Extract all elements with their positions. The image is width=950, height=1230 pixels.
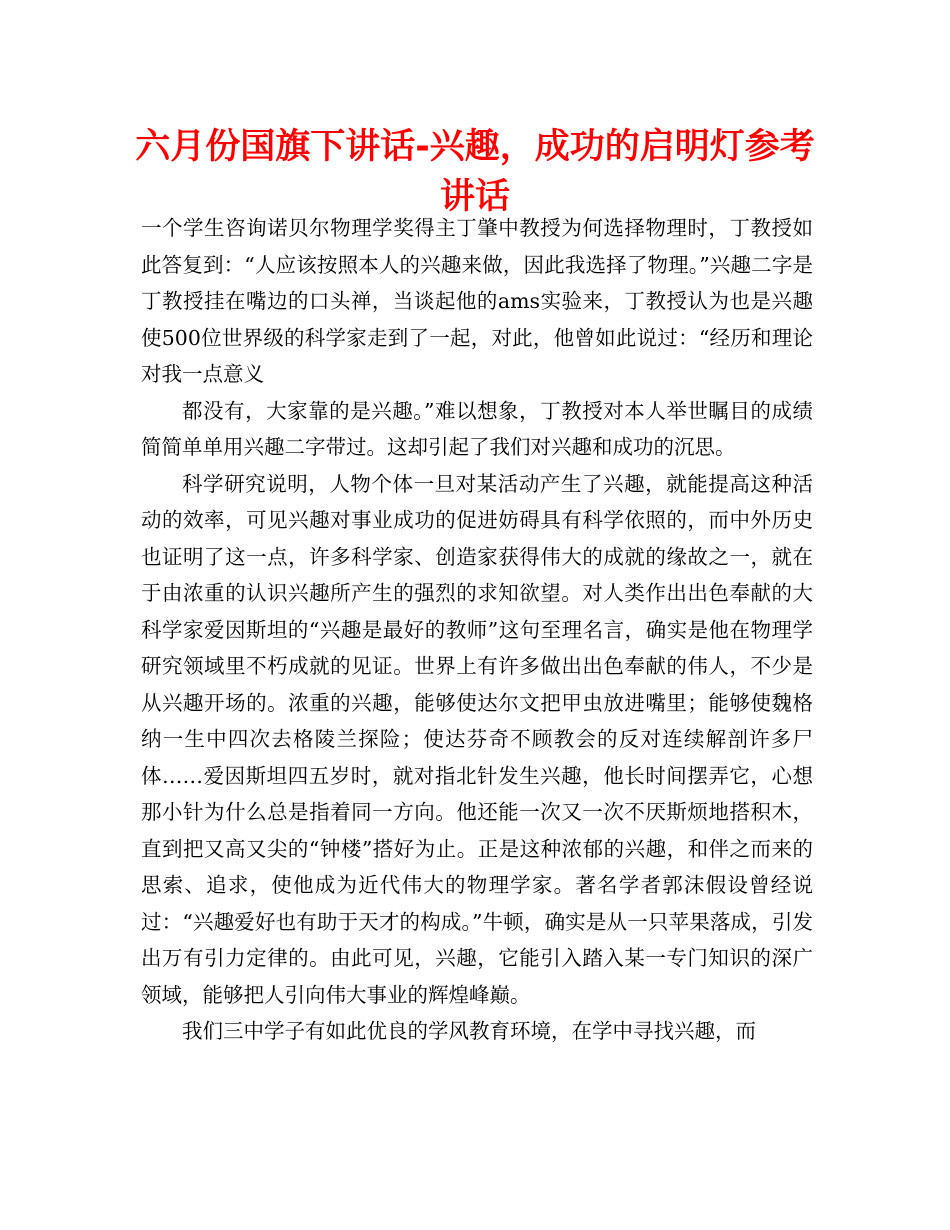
paragraph-4: 我们三中学子有如此优良的学风教育环境，在学中寻找兴趣，而 xyxy=(182,1019,756,1043)
document-title: 六月份国旗下讲话-兴趣，成功的启明灯参考讲话 xyxy=(135,127,815,217)
paragraph-2: 都没有，大家靠的是兴趣。”难以想象，丁教授对本人举世瞩目的成绩简简单单用兴趣二字带过。这却引起了我们对兴趣和成功的沉思。 xyxy=(141,398,813,459)
document-body xyxy=(141,210,813,1050)
paragraph-1: 一个学生咨询诺贝尔物理学奖得主丁肇中教授为何选择物理时，丁教授如此答复到：“人应该按照本人的兴趣来做，因此我选择了物理。”兴趣二字是丁教授挂在嘴边的口头禅，当谈起他的ams实验来，丁教授认为也是兴趣使500位世界级的科学家走到了一起，对此，他曾如此说过：“经历和理论对我一点意义 xyxy=(141,216,813,386)
paragraph-3: 科学研究说明，人物个体一旦对某活动产生了兴趣，就能提高这种活动的效率，可见兴趣对事业成功的促进妨碍具有科学依照的，而中外历史也证明了这一点，许多科学家、创造家获得伟大的成就的缘故之一，就在于由浓重的认识兴趣所产生的强烈的求知欲望。对人类作出出色奉献的大科学家爱因斯坦的“兴趣是最好的教师”这句至理名言，确实是他在物理学研究领域里不朽成就的见证。世界上有许多做出出色奉献的伟人，不少是从兴趣开场的。浓重的兴趣，能够使达尔文把甲虫放进嘴里；能够使魏格纳一生中四次去格陵兰探险；使达芬奇不顾教会的反对连续解剖许多尸体……爱因斯坦四五岁时，就对指北针发生兴趣，他长时间摆弄它，心想那小针为什么总是指着同一方向。他还能一次又一次不厌斯烦地搭积木，直到把又高又尖的“钟楼”搭好为止。正是这种浓郁的兴趣，和伴之而来的思索、追求，使他成为近代伟大的物理学家。著名学者郭沫假设曾经说过：“兴趣爱好也有助于天才的构成。”牛顿，确实是从一只苹果落成，引发出万有引力定律的。由此可见，兴趣，它能引入踏入某一专门知识的深广领域，能够把人引向伟大事业的辉煌峰巅。 xyxy=(141,471,813,1007)
